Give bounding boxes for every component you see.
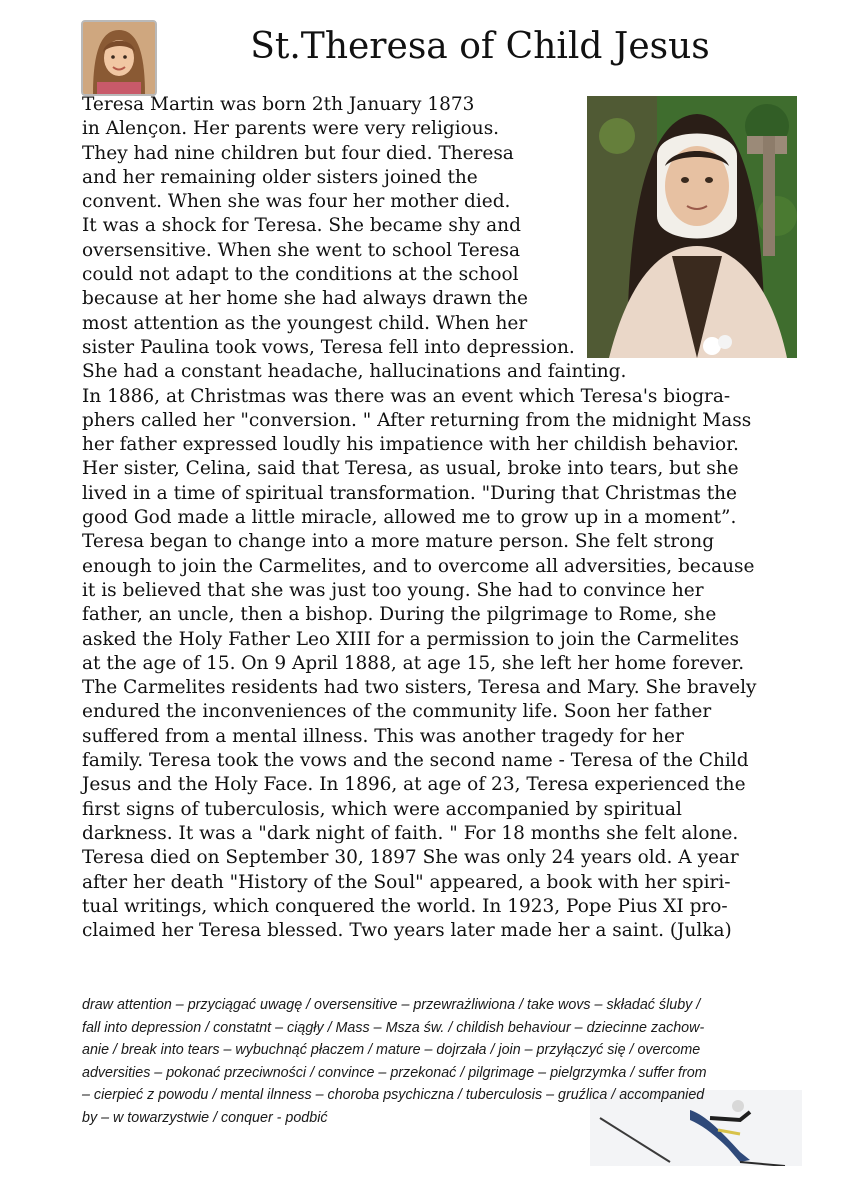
- page-title: St.Theresa of Child Jesus: [250, 26, 710, 67]
- article-line: Jesus and the Holy Face. In 1896, at age of 23, Teresa experienced the: [82, 774, 746, 796]
- author-avatar: [81, 20, 157, 96]
- article-line: sister Paulina took vows, Teresa fell into depression.: [82, 336, 575, 358]
- article-line: endured the inconveniences of the community life. Soon her father: [82, 701, 712, 723]
- article-line: at the age of 15. On 9 April 1888, at age 15, she left her home forever.: [82, 652, 745, 674]
- vocabulary-glossary: [82, 994, 807, 1129]
- article-line: She had a constant headache, hallucinations and fainting.: [82, 361, 627, 383]
- article-line: claimed her Teresa blessed. Two years later made her a saint. (Julka): [82, 920, 732, 942]
- article-line: In 1886, at Christmas was there was an event which Teresa's biogra-: [82, 385, 731, 407]
- article-line: lived in a time of spiritual transformation. "During that Christmas the: [82, 482, 737, 504]
- article-line: asked the Holy Father Leo XIII for a permission to join the Carmelites: [82, 628, 739, 650]
- glossary-line: fall into depression / constatnt – ciągły / Mass – Msza św. / childish behaviour – dziecinne zachow-: [82, 1019, 705, 1036]
- article-line: convent. When she was four her mother died.: [82, 191, 511, 213]
- article-line: tual writings, which conquered the world. In 1923, Pope Pius XI pro-: [82, 895, 728, 917]
- glossary-line: anie / break into tears – wybuchnąć płaczem / mature – dojrzała / join – przyłączyć się / overcome: [82, 1042, 701, 1058]
- article-line: after her death "History of the Soul" appeared, a book with her spiri-: [82, 871, 731, 893]
- article-line: Teresa Martin was born 2th January 1873: [82, 94, 475, 115]
- article-line: Teresa died on September 30, 1897 She was only 24 years old. A year: [82, 847, 739, 869]
- article-line: family. Teresa took the vows and the second name - Teresa of the Child: [82, 750, 749, 772]
- article-line: phers called her "conversion. " After returning from the midnight Mass: [82, 409, 752, 431]
- glossary-line: by – w towarzystwie / conquer - podbić: [82, 1109, 328, 1126]
- article-line: Teresa began to change into a more mature person. She felt strong: [82, 531, 715, 553]
- article-line: it is believed that she was just too young. She had to convince her: [82, 579, 704, 601]
- article-line: They had nine children but four died. Theresa: [82, 142, 514, 164]
- glossary-line: – cierpieć z powodu / mental ilnness – choroba psychiczna / tuberculosis – gruźlica / accompanied: [82, 1087, 705, 1103]
- girl-avatar-icon: [83, 22, 155, 94]
- article-line: in Alençon. Her parents were very religious.: [82, 118, 500, 140]
- article-line: her father expressed loudly his impatience with her childish behavior.: [82, 434, 739, 456]
- article-line: good God made a little miracle, allowed me to grow up in a moment”.: [82, 507, 737, 529]
- article-line: enough to join the Carmelites, and to overcome all adversities, because: [82, 555, 755, 577]
- article-line: oversensitive. When she went to school Teresa: [82, 239, 521, 261]
- article-body: [82, 93, 802, 943]
- glossary-line: adversities – pokonać przeciwności / convince – przekonać / pilgrimage – pielgrzymka / suffer from: [82, 1064, 707, 1081]
- article-line: Her sister, Celina, said that Teresa, as usual, broke into tears, but she: [82, 458, 739, 480]
- glossary-line: draw attention – przyciągać uwagę / oversensitive – przewrażliwiona / take wovs – składać śluby /: [82, 997, 701, 1013]
- article-line: most attention as the youngest child. When her: [82, 312, 528, 334]
- article-line: suffered from a mental illness. This was another tragedy for her: [82, 725, 684, 747]
- article-line: and her remaining older sisters joined the: [82, 166, 478, 188]
- article-line: The Carmelites residents had two sisters, Teresa and Mary. She bravely: [82, 677, 757, 699]
- article-line: father, an uncle, then a bishop. During the pilgrimage to Rome, she: [82, 604, 717, 626]
- article-line: It was a shock for Teresa. She became shy and: [82, 215, 521, 237]
- article-line: first signs of tuberculosis, which were accompanied by spiritual: [82, 798, 682, 820]
- article-line: could not adapt to the conditions at the school: [82, 264, 519, 286]
- article-line: darkness. It was a "dark night of faith. " For 18 months she felt alone.: [82, 822, 739, 844]
- article-line: because at her home she had always drawn the: [82, 288, 528, 310]
